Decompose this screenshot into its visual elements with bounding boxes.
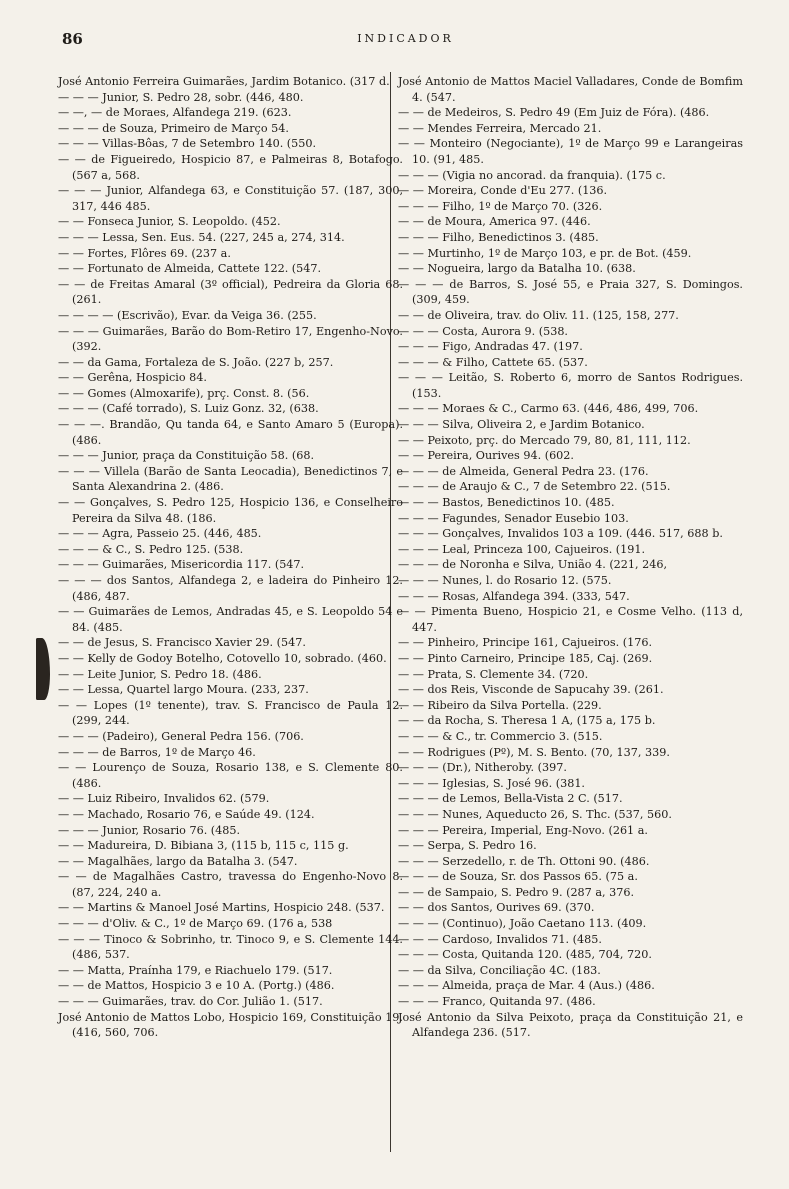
directory-entry: — — — (Continuo), João Caetano 113. (409. (398, 917, 647, 931)
directory-entry: — — Nogueira, largo da Batalha 10. (638. (398, 262, 636, 276)
directory-entry: — — — Figo, Andradas 47. (197. (398, 340, 583, 354)
directory-entry: — — Monteiro (Negociante), 1º de Março 99 e Larangeiras 10. (91, 485. (398, 137, 743, 166)
directory-entry: — — Pereira, Ourives 94. (602. (398, 449, 574, 463)
directory-entry: — — — Junior, Alfandega 63, e Constituição 57. (187, 300, 317, 446 485. (58, 184, 403, 213)
directory-entry: — — — Junior, S. Pedro 28, sobr. (446, 480. (58, 90, 304, 104)
directory-entry: — — Serpa, S. Pedro 16. (398, 839, 537, 853)
directory-entry: — — — Junior, praça da Constituição 58. (68. (58, 449, 315, 463)
directory-entry: — — — de Lemos, Bella-Vista 2 C. (517. (398, 792, 623, 806)
directory-entry: — — — (Dr.), Nitheroby. (397. (398, 761, 567, 775)
directory-entry: — — — Guimarães, Barão do Bom-Retiro 17, Engenho-Novo. (392. (58, 324, 403, 354)
directory-entry: — — Guimarães de Lemos, Andradas 45, e S. Leopoldo 54 e 84. (485. (58, 605, 403, 634)
page-header (62, 30, 749, 56)
directory-entry: — — Pinto Carneiro, Principe 185, Caj. (269. (398, 651, 653, 665)
directory-entry: — — de Magalhães Castro, travessa do Engenho-Novo 8. (87, 224, 240 a. (58, 870, 403, 899)
directory-entry: — — — Agra, Passeio 25. (446, 485. (58, 527, 262, 541)
directory-entry: — — — Filho, 1º de Março 70. (326. (398, 199, 603, 213)
directory-entry: — — — Cardoso, Invalidos 71. (485. (398, 932, 602, 946)
directory-entry: — — Gonçalves, S. Pedro 125, Hospicio 136, e Conselheiro Pereira da Silva 48. (186. (58, 496, 403, 525)
directory-entry: — — — de Almeida, General Pedra 23. (176. (398, 464, 649, 478)
directory-entry: — — — Tinoco & Sobrinho, tr. Tinoco 9, e S. Clemente 144. (486, 537. (58, 932, 403, 962)
directory-entry: — — — Filho, Benedictinos 3. (485. (398, 230, 599, 244)
directory-entry: — — Moreira, Conde d'Eu 277. (136. (398, 184, 608, 198)
directory-entry: — — de Mattos, Hospicio 3 e 10 A. (Portg.) (486. (58, 979, 335, 993)
page-number: 86 (62, 30, 83, 48)
directory-entry: — — — Guimarães, Misericordia 117. (547. (58, 558, 305, 572)
directory-entry: — — Martins & Manoel José Martins, Hospicio 248. (537. (58, 901, 385, 915)
directory-entry: — — — & Filho, Cattete 65. (537. (398, 355, 588, 369)
directory-entry: — — Pinheiro, Principe 161, Cajueiros. (176. (398, 636, 653, 650)
directory-entry: — — de Freitas Amaral (3º official), Pedreira da Gloria 68. (261. (58, 277, 403, 307)
directory-entry: — — — Silva, Oliveira 2, e Jardim Botanico. (398, 418, 645, 432)
directory-entry: — — — (Café torrado), S. Luiz Gonz. 32, (638. (58, 402, 319, 416)
directory-entry: — — — de Barros, S. José 55, e Praia 327, S. Domingos. (309, 459. (398, 277, 743, 307)
directory-entry: — — Fortes, Flôres 69. (237 a. (58, 246, 231, 260)
left-column (58, 74, 403, 1041)
directory-entry: — — — & C., S. Pedro 125. (538. (58, 542, 244, 556)
directory-entry: — — — Guimarães, trav. do Cor. Julião 1. (517. (58, 995, 323, 1009)
directory-entry: — — — Nunes, l. do Rosario 12. (575. (398, 574, 612, 587)
directory-entry: — — de Sampaio, S. Pedro 9. (287 a, 376. (398, 885, 635, 899)
directory-entry: — — de Medeiros, S. Pedro 49 (Em Juiz de Fóra). (486. (398, 106, 710, 120)
directory-entry: — — Leite Junior, S. Pedro 18. (486. (58, 667, 262, 681)
directory-entry: — — Madureira, D. Bibiana 3, (115 b, 115 c, 115 g. (58, 839, 349, 853)
directory-entry: — — Fortunato de Almeida, Cattete 122. (547. (58, 262, 322, 276)
directory-entry: — — Peixoto, prç. do Mercado 79, 80, 81, 111, 112. (398, 433, 691, 447)
directory-entry: — — — Nunes, Aqueducto 26, S. Thc. (537, 560. (398, 807, 672, 821)
directory-entry: — — Gerêna, Hospicio 84. (58, 371, 207, 385)
directory-entry: José Antonio de Mattos Maciel Valladares, Conde de Bomfim 4. (547. (398, 75, 743, 104)
directory-entry: — — Magalhães, largo da Batalha 3. (547. (58, 854, 298, 868)
directory-entry: — — — de Souza, Sr. dos Passos 65. (75 a. (398, 870, 638, 884)
directory-entry: — — Murtinho, 1º de Março 103, e pr. de Bot. (459. (398, 246, 692, 260)
directory-entry: — — de Jesus, S. Francisco Xavier 29. (547. (58, 636, 306, 650)
directory-entry: — — Fonseca Junior, S. Leopoldo. (452. (58, 215, 281, 229)
directory-entry: — — Luiz Ribeiro, Invalidos 62. (579. (58, 792, 270, 806)
directory-entry: — — Lourenço de Souza, Rosario 138, e S. Clemente 80. (486. (58, 761, 403, 790)
directory-entry: — — — & C., tr. Commercio 3. (515. (398, 729, 603, 743)
directory-entry: — — — de Souza, Primeiro de Março 54. (58, 121, 289, 135)
directory-entry: — — — de Noronha e Silva, União 4. (221, 246, (398, 558, 668, 572)
directory-entry: — — — Bastos, Benedictinos 10. (485. (398, 496, 615, 510)
directory-entry: — — — Costa, Quitanda 120. (485, 704, 720. (398, 948, 652, 962)
right-column (398, 74, 743, 1041)
directory-entry: — — — de Araujo & C., 7 de Setembro 22. (515. (398, 480, 671, 494)
directory-entry: — — Rodrigues (Pº), M. S. Bento. (70, 137, 339. (398, 745, 670, 759)
directory-entry: — — Lopes (1º tenente), trav. S. Francisco de Paula 12. (299, 244. (58, 698, 403, 728)
directory-entry: — — dos Reis, Visconde de Sapucahy 39. (261. (398, 683, 664, 697)
directory-entry: — — Gomes (Almoxarife), prç. Const. 8. (56. (58, 386, 310, 400)
directory-entry: — — — Rosas, Alfandega 394. (333, 547. (398, 589, 630, 603)
margin-ink-mark (36, 638, 50, 700)
directory-entry: — — — Pereira, Imperial, Eng-Novo. (261 a. (398, 823, 648, 837)
directory-entry: José Antonio da Silva Peixoto, praça da Constituição 21, e Alfandega 236. (517. (398, 1010, 743, 1040)
directory-entry: — — — de Barros, 1º de Março 46. (58, 745, 256, 759)
directory-entry: — — —. Brandão, Qu tanda 64, e Santo Amaro 5 (Europa). (486. (58, 418, 403, 447)
directory-entry: José Antonio Ferreira Guimarães, Jardim Botanico. (317 d. (58, 75, 390, 88)
directory-entry: — — dos Santos, Ourives 69. (370. (398, 901, 595, 915)
directory-entry: — — Lessa, Quartel largo Moura. (233, 237. (58, 683, 309, 697)
directory-entry: — — — — (Escrivão), Evar. da Veiga 36. (255. (58, 308, 317, 322)
directory-entry: — — Machado, Rosario 76, e Saúde 49. (124. (58, 807, 315, 821)
directory-entry: — — — dos Santos, Alfandega 2, e ladeira do Pinheiro 12. (486, 487. (58, 574, 403, 603)
directory-entry: — — de Figueiredo, Hospicio 87, e Palmeiras 8, Botafogo. (567 a, 568. (58, 152, 403, 182)
directory-entry: — — — d'Oliv. & C., 1º de Março 69. (176 a, 538 (58, 917, 333, 931)
directory-entry: — — Ribeiro da Silva Portella. (229. (398, 698, 602, 712)
directory-entry: — — — (Padeiro), General Pedra 156. (706. (58, 729, 304, 743)
directory-entry: — — — Leal, Princeza 100, Cajueiros. (191. (398, 542, 646, 556)
directory-entry: — — Mendes Ferreira, Mercado 21. (398, 121, 602, 135)
directory-entry: — — Prata, S. Clemente 34. (720. (398, 667, 589, 681)
directory-entry: — — Kelly de Godoy Botelho, Cotovello 10, sobrado. (460. (58, 651, 387, 665)
directory-entry: — — — Moraes & C., Carmo 63. (446, 486, 499, 706. (398, 402, 699, 416)
directory-entry: — — — Costa, Aurora 9. (538. (398, 324, 568, 338)
directory-entry: — — da Rocha, S. Theresa 1 A, (175 a, 175 b. (398, 714, 656, 728)
directory-entry: — — Pimenta Bueno, Hospicio 21, e Cosme Velho. (113 d, 447. (398, 605, 743, 634)
directory-entry: — — — Junior, Rosario 76. (485. (58, 823, 241, 837)
directory-entry: — — — Lessa, Sen. Eus. 54. (227, 245 a, 274, 314. (58, 230, 345, 244)
directory-entry: — — — Gonçalves, Invalidos 103 a 109. (446. 517, 688 b. (398, 527, 723, 541)
directory-entry: — — de Oliveira, trav. do Oliv. 11. (125, 158, 277. (398, 308, 679, 322)
directory-entry: — — — Almeida, praça de Mar. 4 (Aus.) (486. (398, 979, 655, 993)
directory-entry: — — da Gama, Fortaleza de S. João. (227 b, 257. (58, 355, 334, 369)
directory-entry: — —, — de Moraes, Alfandega 219. (623. (58, 106, 292, 120)
directory-entry: — — de Moura, America 97. (446. (398, 215, 591, 229)
running-head: INDICADOR (357, 32, 454, 45)
directory-entry: José Antonio de Mattos Lobo, Hospicio 169, Constituição 19. (416, 560, 706. (58, 1010, 403, 1040)
directory-entry: — — — Villas-Bôas, 7 de Setembro 140. (550. (58, 137, 317, 151)
directory-entry: — — da Silva, Conciliação 4C. (183. (398, 963, 601, 977)
directory-entry: — — — (Vigia no ancorad. da franquia). (175 c. (398, 168, 666, 182)
directory-entry: — — — Franco, Quitanda 97. (486. (398, 995, 596, 1009)
directory-entry: — — — Fagundes, Senador Eusebio 103. (398, 511, 629, 525)
directory-entry: — — — Villela (Barão de Santa Leocadia), Benedictinos 7, e Santa Alexandrina 2. (486. (58, 464, 403, 494)
directory-entry: — — — Serzedello, r. de Th. Ottoni 90. (486. (398, 854, 650, 868)
directory-entry: — — — Iglesias, S. José 96. (381. (398, 776, 585, 790)
directory-entry: — — — Leitão, S. Roberto 6, morro de Santos Rodrigues. (153. (398, 371, 743, 400)
directory-entry: — — Matta, Praínha 179, e Riachuelo 179. (517. (58, 963, 333, 977)
